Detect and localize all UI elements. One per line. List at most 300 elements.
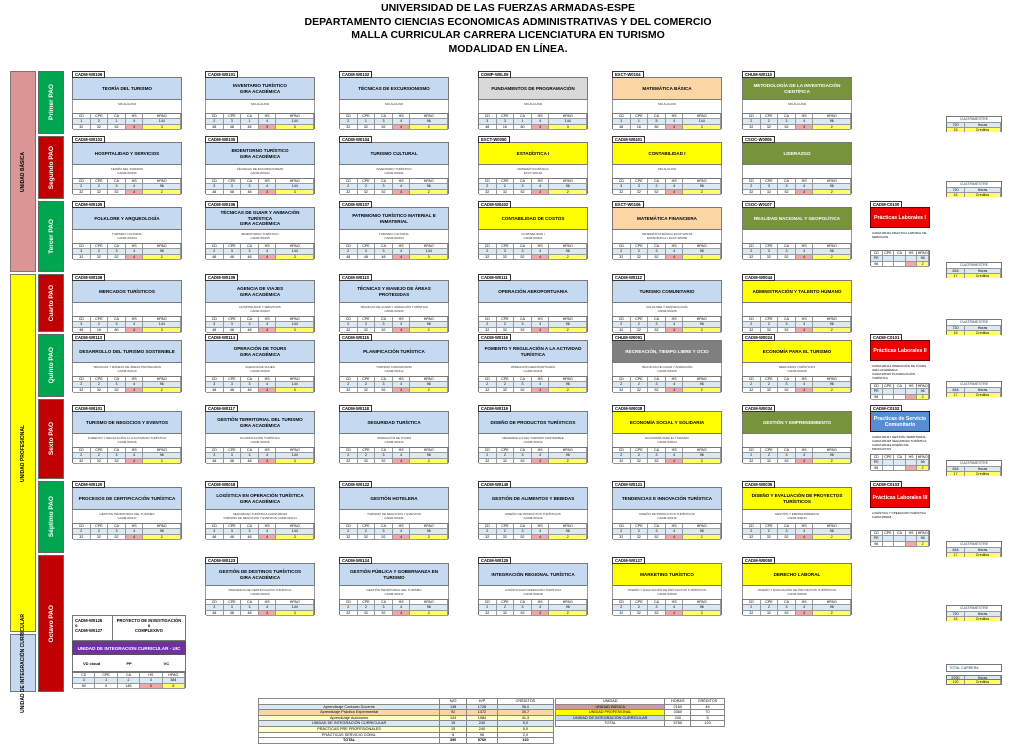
table-cell: 30,7	[497, 710, 553, 716]
practice-card	[870, 334, 930, 399]
hour-value: 2	[917, 466, 929, 471]
pao-7-bar: Séptimo PAO	[38, 481, 64, 553]
hour-header: HPAO	[549, 179, 587, 184]
hour-value: 4	[532, 611, 550, 616]
course-prerequisite: OPERACIÓN AEROPORTUARIA CADM-W0111	[478, 363, 588, 376]
hours-grid	[612, 447, 722, 463]
hour-header: CD	[743, 114, 761, 119]
hour-value: 2	[549, 535, 587, 540]
hour-value: 52	[375, 125, 393, 130]
hour-value: 4	[393, 125, 411, 130]
hour-header: CA	[514, 600, 532, 605]
hours-grid	[742, 447, 852, 463]
hour-header: HPAO	[410, 600, 448, 605]
hour-value: 3	[778, 249, 796, 254]
header-line: DEPARTAMENTO CIENCIAS ECONOMICAS ADMINISTRATIVAS Y DEL COMERCIO	[304, 15, 712, 28]
hour-value: 3	[514, 184, 532, 189]
hour-value: 3	[514, 605, 532, 610]
course-card	[339, 334, 449, 392]
course-code: CADM-W0402	[478, 201, 511, 208]
hour-value: 4	[796, 388, 814, 393]
hour-value: 3	[375, 453, 393, 458]
hour-value: 4	[259, 382, 277, 387]
hour-value: 2	[549, 190, 587, 195]
hour-value: 2	[813, 190, 851, 195]
hour-value: 52	[648, 388, 666, 393]
hour-value: 32	[358, 125, 376, 130]
hour-value: 52	[375, 328, 393, 333]
hour-header: CD	[871, 531, 883, 536]
hour-header: CPE	[224, 377, 242, 382]
hour-header: CPE	[497, 317, 515, 322]
table-row	[556, 721, 725, 727]
hour-header: CD	[206, 244, 224, 249]
hour-value: 2	[206, 249, 224, 254]
hour-header: HS	[796, 244, 814, 249]
unit-basic-bar: UNIDAD BÁSICA	[10, 71, 36, 272]
hour-header: CPE	[497, 524, 515, 529]
course-card	[72, 136, 182, 194]
hour-value: 52	[375, 459, 393, 464]
hour-header: CD	[479, 317, 497, 322]
hour-header: HS	[393, 317, 411, 322]
hour-value: 9	[259, 125, 277, 130]
course-title: TÉCNICAS DE GUIAR Y ANIMACIÓN TURÍSTICA GIRA ACADÉMICA	[205, 207, 315, 230]
hour-header: CA	[514, 114, 532, 119]
course-title: HOSPITALIDAD Y SERVICIOS	[72, 142, 182, 165]
hour-value: 2	[761, 119, 779, 124]
hour-header: HS	[796, 179, 814, 184]
hour-value: 32	[631, 388, 649, 393]
hour-value: 2	[73, 453, 91, 458]
hour-value: 2	[91, 322, 109, 327]
hour-value: 32	[761, 611, 779, 616]
hour-value: 4	[796, 382, 814, 387]
hour-value: 4	[126, 249, 144, 254]
pao-summary	[946, 605, 1002, 621]
hour-value: 96	[813, 119, 851, 124]
hour-value: 4	[796, 249, 814, 254]
hour-header: CA	[648, 448, 666, 453]
hour-value: 4	[393, 184, 411, 189]
hour-value: 4	[259, 255, 277, 260]
hour-header: HS	[532, 600, 550, 605]
hour-value: 1	[514, 119, 532, 124]
hour-header: CA	[241, 377, 259, 382]
hour-header: CD	[479, 448, 497, 453]
hour-value: 4	[259, 611, 277, 616]
hour-value: 48	[206, 459, 224, 464]
hour-value: 96	[143, 529, 181, 534]
course-prerequisite: PLANIFICACIÓN TURÍSTICA CADM-W0115	[205, 434, 315, 447]
hour-header: CPE	[761, 317, 779, 322]
total-carrera-label: TOTAL CARRERA	[946, 664, 1002, 672]
course-card	[742, 201, 852, 259]
header-line: MODALIDAD EN LÍNEA.	[448, 42, 568, 55]
hour-header: HPAO	[683, 179, 721, 184]
hour-header: CD	[206, 114, 224, 119]
course-code: CSOC-W0107	[742, 201, 775, 208]
hour-header: HS	[666, 524, 684, 529]
course-prerequisite: OPERACIÓN DE TOURS CADM-W0114	[339, 434, 449, 447]
hour-value: 48	[241, 611, 259, 616]
table-cell: 5760	[467, 738, 498, 744]
hour-value: 32	[358, 190, 376, 195]
hour-header: CPE	[883, 384, 895, 389]
hour-header: CD	[206, 179, 224, 184]
hour-value: 48	[241, 125, 259, 130]
hour-value: 48	[224, 388, 242, 393]
hour-value: 4	[140, 678, 162, 683]
hour-value: 2	[761, 453, 779, 458]
table-cell: UNIDAD DE INTEGRACIÓN CURRICULAR	[556, 715, 665, 721]
hour-header: CA	[108, 317, 126, 322]
summary-header: CUATRIMESTRE	[947, 606, 1001, 611]
course-card	[612, 136, 722, 194]
hour-header: CD	[73, 524, 91, 529]
table-cell: Aprendizaje Autónomo	[259, 715, 440, 721]
course-title: FOLKLORE Y ARQUEOLOGÍA	[72, 207, 182, 230]
hour-header: HS	[666, 448, 684, 453]
hour-header: CD	[871, 251, 883, 256]
hour-header: HPAO	[410, 114, 448, 119]
course-code: CADM-W0107	[339, 201, 372, 208]
course-title: DISEÑO DE PRODUCTOS TURÍSTICOS	[478, 411, 588, 434]
hour-header: HS	[140, 673, 162, 678]
hour-value: 52	[514, 255, 532, 260]
course-title: PLANIFICACIÓN TURÍSTICA	[339, 340, 449, 363]
course-code: CADM-W0024	[742, 334, 775, 341]
summary-unit: Horas	[965, 466, 1001, 471]
hour-header: CPE	[631, 114, 649, 119]
hour-value: 4	[126, 459, 144, 464]
hour-header: CD	[73, 244, 91, 249]
course-code: CADM-C0102	[870, 405, 902, 412]
hour-header: CPE	[631, 377, 649, 382]
summary-unit: Horas	[965, 187, 1001, 192]
hour-header: HPAO	[549, 448, 587, 453]
practice-title: Prácticas Laborales I	[870, 207, 930, 228]
hour-header: HS	[906, 455, 918, 460]
table-cell: 41,3	[497, 715, 553, 721]
course-code: EXCT-W0104	[612, 71, 644, 78]
hour-value: 2	[479, 249, 497, 254]
hours-grid	[339, 376, 449, 392]
hour-value: 4	[796, 535, 814, 540]
course-code: CADM-C0101	[870, 334, 902, 341]
hour-value: 384	[163, 678, 185, 683]
hours-grid	[72, 672, 186, 688]
hour-value: 2	[648, 184, 666, 189]
hour-header: HS	[796, 317, 814, 322]
hour-value: 48	[206, 611, 224, 616]
hour-value: 96	[813, 249, 851, 254]
hour-value: 48	[375, 255, 393, 260]
hour-header: HS	[393, 600, 411, 605]
course-card	[742, 136, 852, 194]
hours-grid	[339, 447, 449, 463]
pao-summary	[946, 319, 1002, 335]
hours-grid	[870, 250, 930, 266]
hour-value: 32	[73, 459, 91, 464]
hour-header: HS	[126, 448, 144, 453]
hour-value: 2	[143, 190, 181, 195]
hour-value: 4	[393, 529, 411, 534]
hour-header: CA	[108, 448, 126, 453]
hour-value: 3	[276, 190, 314, 195]
hour-value: 2	[358, 453, 376, 458]
hour-header: HS	[393, 524, 411, 529]
course-card	[742, 334, 852, 392]
hour-value: 52	[778, 328, 796, 333]
pao-summary	[946, 262, 1002, 278]
hour-value: 4	[393, 535, 411, 540]
hour-header: HPAO	[683, 377, 721, 382]
hour-value: 4	[796, 125, 814, 130]
hour-value: 4	[393, 255, 411, 260]
hour-value: 48	[224, 328, 242, 333]
course-prerequisite: GESTIÓN TERRITORIAL DEL TURISMO CADM-W0117	[72, 510, 182, 523]
hour-value: 48	[224, 190, 242, 195]
hour-value: 3	[631, 184, 649, 189]
hour-header: CD	[613, 317, 631, 322]
hour-value: 3	[206, 184, 224, 189]
hour-header: CD	[743, 448, 761, 453]
course-prerequisite: AGENCIA DE VIAJES CADM-W0109	[205, 363, 315, 376]
course-prerequisite: BIOENTORNO TURÍSTICO CADM-W0105	[205, 230, 315, 243]
hour-header: HS	[126, 244, 144, 249]
pao-summary	[946, 116, 1002, 132]
hour-value: 4	[796, 190, 814, 195]
course-prerequisite: HOSPITALIDAD Y SERVICIOS CADM-W0103	[205, 303, 315, 316]
hour-value	[906, 395, 918, 400]
hour-value: 2	[813, 255, 851, 260]
hour-header: CPE	[224, 244, 242, 249]
practice-card	[870, 405, 930, 470]
hour-value: 52	[375, 388, 393, 393]
summary-unit: Horas	[965, 547, 1001, 552]
course-prerequisite	[72, 303, 182, 316]
course-card	[612, 201, 722, 259]
hour-value: 32	[743, 125, 761, 130]
course-card	[205, 274, 315, 332]
pao-6-bar: Sexto PAO	[38, 399, 64, 479]
practice-title: Prácticas Laborales III	[870, 487, 930, 508]
hour-value	[894, 395, 906, 400]
hour-value: 4	[393, 388, 411, 393]
hour-value: 4	[532, 255, 550, 260]
hours-grid	[612, 523, 722, 539]
course-title: CONTABILIDAD I	[612, 142, 722, 165]
hour-value: 32	[73, 190, 91, 195]
hour-header: CPE	[761, 244, 779, 249]
hour-value: 4	[532, 328, 550, 333]
hour-value: 145	[118, 684, 140, 689]
hour-value: 2	[631, 249, 649, 254]
hour-header: CPE	[761, 600, 779, 605]
hour-header: HS	[259, 377, 277, 382]
hour-value: 2	[743, 529, 761, 534]
hour-header: CPE	[224, 600, 242, 605]
hour-value: 2	[340, 605, 358, 610]
total-value: 5760	[947, 676, 965, 679]
summary-value: 15	[947, 330, 965, 335]
course-card	[612, 481, 722, 539]
hour-value	[883, 542, 895, 547]
course-title: FUNDAMENTOS DE PROGRAMACIÓN	[478, 77, 588, 100]
course-title: GESTIÓN Y EMPRENDIMIENTO	[742, 411, 852, 434]
hour-value: 2	[497, 382, 515, 387]
hour-value: 48	[241, 328, 259, 333]
hour-value: 96	[549, 529, 587, 534]
course-title: LIDERAZGO	[742, 142, 852, 165]
summary-header: CUATRIMESTRE	[947, 542, 1001, 547]
hours-grid	[742, 178, 852, 194]
hour-header: CD	[206, 524, 224, 529]
hour-header: HPAO	[143, 377, 181, 382]
hour-value: 32	[761, 255, 779, 260]
hour-header: CPE	[91, 179, 109, 184]
hour-value: 96	[917, 536, 929, 541]
course-prerequisite: SIN ALGUNO	[205, 100, 315, 113]
hours-grid	[742, 523, 852, 539]
hours-grid	[72, 178, 182, 194]
summary-header: CUATRIMESTRE	[947, 461, 1001, 466]
course-title: GESTIÓN DE DESTINOS TURÍSTICOS GIRA ACADÉMICA	[205, 563, 315, 586]
hour-value: 4	[126, 125, 144, 130]
hour-value: 2	[143, 388, 181, 393]
course-card	[742, 274, 852, 332]
hour-value: 3	[143, 328, 181, 333]
summary-value: 15	[947, 616, 965, 621]
course-title: DESARROLLO DEL TURISMO SOSTENIBLE	[72, 340, 182, 363]
hours-grid	[339, 113, 449, 129]
hour-header: CA	[375, 377, 393, 382]
pao-summary	[946, 541, 1002, 557]
hour-value: 144	[276, 453, 314, 458]
course-code: CADM-W0112	[612, 274, 645, 281]
hour-header: HS	[906, 384, 918, 389]
hour-value: 4	[259, 605, 277, 610]
hour-value: 2	[549, 255, 587, 260]
course-title: METODOLOGÍA DE LA INVESTIGACIÓN CIENTÍFICA	[742, 77, 852, 100]
hour-value: 3	[224, 119, 242, 124]
hour-value: 4	[666, 125, 684, 130]
hour-value: 32	[358, 328, 376, 333]
hour-value: 3	[761, 184, 779, 189]
hour-header: CD	[340, 317, 358, 322]
hour-header: HS	[532, 114, 550, 119]
course-prerequisite: CONTABILIDAD I CADM-W0401	[478, 230, 588, 243]
course-card	[205, 71, 315, 129]
table-cell: 5	[691, 715, 725, 721]
hour-value: 4	[393, 249, 411, 254]
hour-header: HPAO	[410, 377, 448, 382]
project-label: PROYECTO DE INVESTIGACIÓN	[116, 618, 182, 623]
hour-header: CPE	[358, 524, 376, 529]
hour-value: 96	[410, 605, 448, 610]
hour-value: 32	[91, 388, 109, 393]
hour-value: 48	[340, 255, 358, 260]
hour-value: 2	[358, 382, 376, 387]
hour-header: CPE	[91, 114, 109, 119]
pao-8-bar: Octavo PAO	[38, 555, 64, 692]
hour-header: CA	[778, 600, 796, 605]
course-code: CADM-W0140	[478, 481, 511, 488]
hour-header: CA	[375, 114, 393, 119]
hour-value: 32	[743, 328, 761, 333]
course-prerequisite: ECONOMÍA PARA EL TURISMO CADM-W0024	[612, 434, 722, 447]
hour-value: 96	[813, 605, 851, 610]
table-cell: 96	[467, 732, 498, 738]
course-title: ADMINISTRACIÓN Y TALENTO HUMANO	[742, 280, 852, 303]
hour-header: CPE	[91, 244, 109, 249]
hour-value: 3	[778, 529, 796, 534]
hour-header: CA	[778, 377, 796, 382]
hour-value: 96	[143, 382, 181, 387]
hour-header: CPE	[761, 179, 779, 184]
hours-grid	[478, 447, 588, 463]
hours-grid	[339, 243, 449, 259]
course-card	[478, 405, 588, 463]
hour-header: HS	[796, 114, 814, 119]
hour-value: 3	[497, 249, 515, 254]
hour-value: 2	[340, 119, 358, 124]
hour-header: CA	[375, 448, 393, 453]
hour-value: 52	[375, 190, 393, 195]
unit-summary-table	[555, 698, 725, 727]
hour-value: 96	[549, 322, 587, 327]
hour-header: HS	[532, 524, 550, 529]
hour-value: 2	[497, 453, 515, 458]
table-cell: 1472	[467, 710, 498, 716]
hour-value: 3	[206, 605, 224, 610]
table-cell: 70	[691, 710, 725, 716]
hour-value: 32	[497, 388, 515, 393]
hour-header: CD	[73, 317, 91, 322]
hour-value: 2	[549, 328, 587, 333]
hour-value: 3	[514, 382, 532, 387]
hour-header: HS	[393, 244, 411, 249]
hour-header: HS	[666, 317, 684, 322]
hour-value	[906, 466, 918, 471]
uic-col: VC	[163, 661, 170, 666]
hour-header: CA	[108, 179, 126, 184]
document-header	[0, 2, 1016, 56]
hour-value: 3	[73, 322, 91, 327]
summary-value: 816	[947, 466, 965, 471]
hour-header: CPE	[497, 179, 515, 184]
course-card	[72, 405, 182, 463]
course-code: CADM-W0122	[339, 481, 372, 488]
hour-value: 4	[126, 388, 144, 393]
course-card	[612, 334, 722, 392]
hour-value: 48	[73, 328, 91, 333]
course-code: CADM-C0103	[870, 481, 902, 488]
hour-header: HPAO	[143, 114, 181, 119]
course-code: EXCT-W0106	[612, 201, 644, 208]
hour-value: 52	[648, 255, 666, 260]
hours-grid	[870, 454, 930, 470]
hour-value: 144	[276, 119, 314, 124]
hour-value: 32	[479, 611, 497, 616]
hour-header: HPAO	[813, 448, 851, 453]
pao-summary	[946, 381, 1002, 397]
hour-header: CA	[241, 600, 259, 605]
or-label: o	[75, 623, 78, 628]
course-card	[339, 557, 449, 615]
hour-header: HPAO	[813, 377, 851, 382]
